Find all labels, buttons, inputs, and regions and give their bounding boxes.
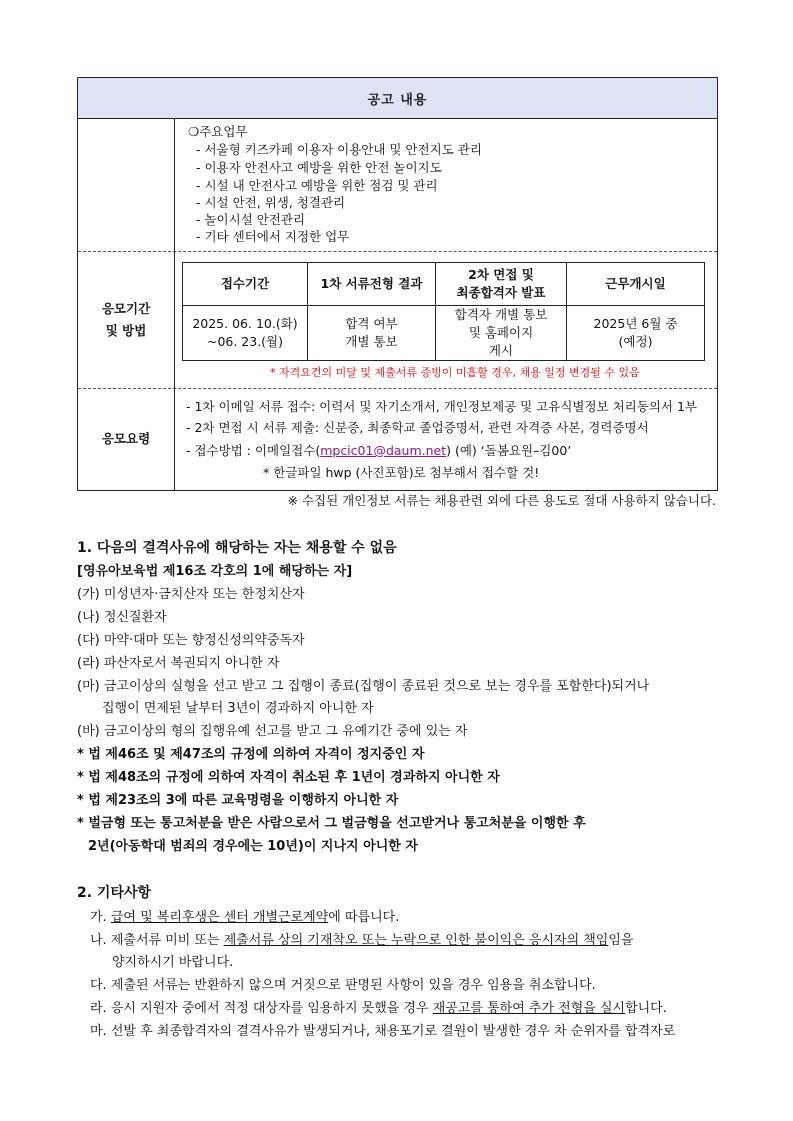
period-label-line1: 응모기간 bbox=[101, 300, 151, 316]
section2-title: 2. 기타사항 bbox=[77, 885, 152, 901]
second-result-l2: 및 홈페이지 bbox=[468, 325, 534, 340]
schedule-header-receipt: 접수기간 bbox=[183, 263, 308, 306]
other-item-ra bbox=[90, 997, 667, 1016]
disqualification-item: (라) 파산자로서 복권되지 아니한 자 bbox=[77, 656, 280, 671]
schedule-cell-start bbox=[567, 306, 705, 361]
notice-header: 공고 내용 bbox=[78, 78, 717, 119]
duty-item: - 시설 안전, 위생, 청결관리 bbox=[196, 195, 346, 210]
schedule-cell-first bbox=[308, 306, 436, 361]
duties-title: ❍주요업무 bbox=[188, 124, 248, 139]
duty-item: - 기타 센터에서 지정한 업무 bbox=[196, 229, 350, 244]
apply-label: 응모요령 bbox=[78, 388, 175, 490]
disqualification-item: (다) 마약·대마 또는 향정신성의약중독자 bbox=[77, 633, 305, 648]
receipt-end: ~06. 23.(월) bbox=[206, 334, 284, 349]
disqualification-item-cont: 집행이 면제된 날부터 3년이 경과하지 아니한 자 bbox=[102, 701, 374, 716]
na-suffix: 임을 bbox=[608, 933, 634, 948]
notice-table bbox=[77, 77, 718, 491]
other-item-ga bbox=[90, 906, 399, 925]
first-result-l1: 합격 여부 bbox=[345, 316, 398, 331]
ga-prefix: 가. bbox=[90, 910, 111, 925]
law-item-cont: 2년(아동학대 범죄의 경우에는 10년)이 지나지 아니한 자 bbox=[88, 839, 418, 854]
apply-line: - 2차 면접 시 서류 제출: 신분증, 최종학교 졸업증명서, 관련 자격증 사본, 경력증명서 bbox=[186, 420, 649, 435]
ga-suffix: 에 따릅니다. bbox=[328, 910, 400, 925]
period-label-line2: 및 방법 bbox=[105, 322, 147, 338]
disqualification-item: (바) 금고이상의 형의 집행유예 선고를 받고 그 유예기간 중에 있는 자 bbox=[77, 724, 468, 739]
duty-item: - 시설 내 안전사고 예방을 위한 점검 및 관리 bbox=[196, 178, 438, 193]
duty-item: - 서울형 키즈카페 이용자 이용안내 및 안전지도 관리 bbox=[196, 142, 482, 157]
apply-method-pre: - 접수방법 : 이메일접수( bbox=[186, 443, 321, 458]
schedule-header-first: 1차 서류전형 결과 bbox=[308, 263, 436, 306]
schedule-table bbox=[182, 262, 705, 361]
other-item-ma: 마. 선발 후 최종합격자의 결격사유가 발생되거나, 채용포기로 결원이 발생한 경우 차 순위자를 합격자로 bbox=[90, 1024, 676, 1039]
other-item-da: 다. 제출된 서류는 반환하지 않으며 거짓으로 판명된 사항이 있을 경우 임용을 취소합니다. bbox=[90, 978, 596, 993]
na-prefix: 나. 제출서류 미비 또는 bbox=[90, 933, 224, 948]
schedule-header-second bbox=[436, 263, 567, 306]
apply-hwp-note: * 한글파일 hwp (사진포함)로 첨부해서 접수할 것! bbox=[263, 465, 540, 480]
na-underlined: 제출서류 상의 기재착오 또는 누락으로 인한 불이익은 응시자의 책임 bbox=[223, 933, 609, 948]
ra-prefix: 라. 응시 지원자 중에서 적정 대상자를 임용하지 못했을 경우 bbox=[90, 1001, 433, 1016]
law-item: * 법 제48조의 규정에 의하여 자격이 취소된 후 1년이 경과하지 아니한 자 bbox=[77, 770, 500, 785]
duty-item: - 놀이시설 안전관리 bbox=[196, 212, 306, 227]
section1-title: 1. 다음의 결격사유에 해당하는 자는 채용할 수 없음 bbox=[77, 540, 397, 556]
apply-line: - 1차 이메일 서류 접수: 이력서 및 자기소개서, 개인정보제공 및 고유식별정보 처리동의서 1부 bbox=[186, 399, 697, 414]
schedule-header-start: 근무개시일 bbox=[567, 263, 705, 306]
second-result-l1: 합격자 개별 통보 bbox=[454, 307, 548, 322]
receipt-start: 2025. 06. 10.(화) bbox=[192, 316, 298, 331]
apply-method-post: ) (예) ‘돌봄요원–김00’ bbox=[446, 443, 572, 458]
schedule-cell-second bbox=[436, 306, 567, 361]
duties-label-cell bbox=[78, 118, 175, 251]
duty-item: - 이용자 안전사고 예방을 위한 안전 놀이지도 bbox=[196, 160, 442, 175]
second-result-l3: 게시 bbox=[488, 343, 514, 358]
ra-suffix: 합니다. bbox=[625, 1001, 667, 1016]
start-date-l2: (예정) bbox=[618, 334, 653, 349]
other-item-na bbox=[90, 929, 634, 948]
schedule-cell-receipt bbox=[183, 306, 308, 361]
ra-underlined: 재공고를 통하여 추가 전형을 실시 bbox=[432, 1001, 626, 1016]
privacy-note: ※ 수집된 개인정보 서류는 채용관련 외에 다른 용도로 절대 사용하지 않습니다. bbox=[287, 493, 716, 508]
schedule-note: * 자격요건의 미달 및 제출서류 증빙이 미흡할 경우, 채용 일정 변경될 수 있음 bbox=[270, 366, 640, 379]
disqualification-item: (마) 금고이상의 실형을 선고 받고 그 집행이 종료(집행이 종료된 것으로 보는 경우를 포함한다)되거나 bbox=[77, 679, 650, 694]
period-label bbox=[78, 251, 175, 388]
section1-subtitle: [영유아보육법 제16조 각호의 1에 해당하는 자] bbox=[77, 564, 353, 579]
start-date-l1: 2025년 6월 중 bbox=[593, 316, 678, 331]
law-item: * 법 제23조의 3에 따른 교육명령을 이행하지 아니한 자 bbox=[77, 793, 399, 808]
ga-underlined: 급여 및 복리후생은 센터 개별근로계약 bbox=[110, 910, 329, 925]
other-item-na-cont: 양지하시기 바랍니다. bbox=[112, 955, 234, 970]
first-result-l2: 개별 통보 bbox=[345, 334, 398, 349]
schedule-header-second-l2: 최종합격자 발표 bbox=[456, 285, 546, 300]
apply-method bbox=[186, 442, 571, 460]
disqualification-item: (나) 정신질환자 bbox=[77, 610, 167, 625]
apply-email-link[interactable]: mpcic01@daum.net bbox=[320, 443, 447, 458]
schedule-header-second-l1: 2차 면접 및 bbox=[468, 267, 534, 282]
law-item: * 벌금형 또는 통고처분을 받은 사람으로서 그 벌금형을 선고받거나 통고처분을 이행한 후 bbox=[77, 816, 586, 831]
law-item: * 법 제46조 및 제47조의 규정에 의하여 자격이 정지중인 자 bbox=[77, 747, 425, 762]
disqualification-item: (가) 미성년자·금치산자 또는 한정치산자 bbox=[77, 587, 305, 602]
